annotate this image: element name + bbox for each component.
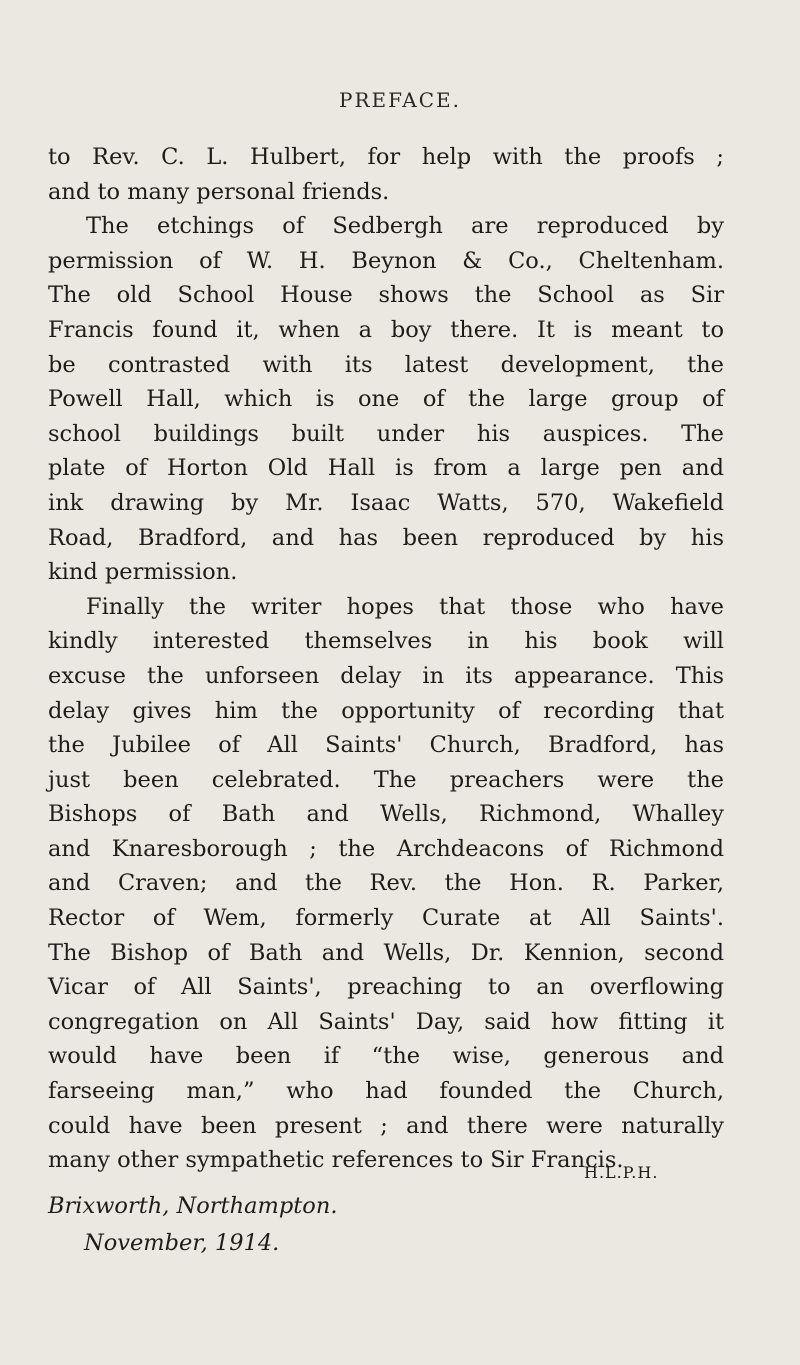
- text-line: just been celebrated. The preachers were the: [48, 766, 724, 793]
- text-line: excuse the unforseen delay in its appearance. This: [48, 662, 724, 689]
- running-head: PREFACE.: [339, 88, 461, 112]
- text-line: school buildings built under his auspices. The: [48, 420, 724, 447]
- text-line: delay gives him the opportunity of recording that: [48, 697, 724, 724]
- place-line: Brixworth, Northampton.: [48, 1193, 338, 1219]
- text-line: and to many personal friends.: [48, 178, 390, 205]
- text-line: The etchings of Sedbergh are reproduced by: [86, 213, 724, 240]
- text-line: The Bishop of Bath and Wells, Dr. Kennion, second: [48, 939, 724, 966]
- text-line: The old School House shows the School as Sir: [48, 282, 724, 309]
- text-line: Rector of Wem, formerly Curate at All Saints'.: [48, 905, 724, 932]
- text-line: the Jubilee of All Saints' Church, Bradford, has: [48, 732, 724, 759]
- text-line: Francis found it, when a boy there. It is meant to: [48, 316, 724, 343]
- text-line: plate of Horton Old Hall is from a large pen and: [48, 455, 724, 482]
- text-line: ink drawing by Mr. Isaac Watts, 570, Wakefield: [48, 489, 724, 516]
- text-line: kindly interested themselves in his book will: [48, 628, 724, 655]
- text-line: Road, Bradford, and has been reproduced by his: [48, 524, 724, 551]
- text-line: many other sympathetic references to Sir Francis.: [48, 1147, 624, 1174]
- text-line: farseeing man,” who had founded the Church,: [48, 1078, 724, 1105]
- text-line: to Rev. C. L. Hulbert, for help with the proofs ;: [48, 144, 724, 170]
- text-line: could have been present ; and there were naturally: [48, 1112, 724, 1139]
- text-line: and Knaresborough ; the Archdeacons of Richmond: [48, 835, 724, 862]
- text-line: kind permission.: [48, 559, 238, 586]
- text-line: Bishops of Bath and Wells, Richmond, Whalley: [48, 801, 724, 828]
- author-initials: H.L.P.H.: [584, 1163, 659, 1182]
- text-line: and Craven; and the Rev. the Hon. R. Parker,: [48, 870, 724, 897]
- date-line: November, 1914.: [84, 1230, 280, 1256]
- text-line: be contrasted with its latest development, the: [48, 351, 724, 378]
- text-line: congregation on All Saints' Day, said how fitting it: [48, 1008, 724, 1035]
- text-line: Powell Hall, which is one of the large group of: [48, 386, 724, 413]
- text-line: Finally the writer hopes that those who have: [86, 593, 724, 620]
- text-line: Vicar of All Saints', preaching to an overflowing: [48, 974, 724, 1001]
- text-line: would have been if “the wise, generous and: [48, 1043, 724, 1070]
- text-line: permission of W. H. Beynon & Co., Cheltenham.: [48, 247, 724, 274]
- preface-body: [48, 140, 724, 1178]
